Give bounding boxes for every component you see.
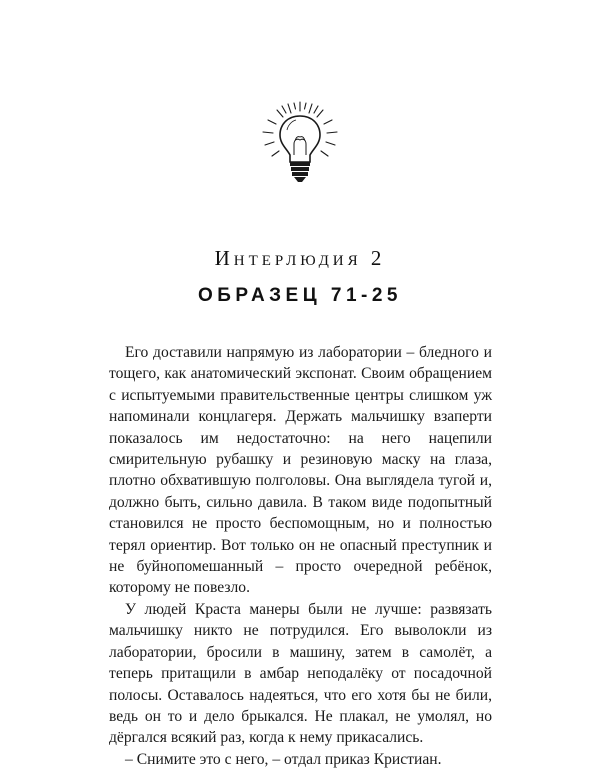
chapter-title: ОБРАЗЕЦ 71-25 <box>198 285 402 306</box>
paragraph: – Снимите это с него, – отдал приказ Кристиан. <box>125 750 442 768</box>
chapter-label: Интерлюдия 2 <box>214 246 386 270</box>
paragraph: Его доставили напрямую из лаборатории – бледного и тощего, как анатомический экспонат. Своим обращением с испытуемыми правительственные центры слишком уж напоминали концлагеря. Держать мальчишку взаперти показалось им недостаточно: на него нацепили смирительную рубашку и резиновую маску на глаза, плотно обхватившую полголовы. Она выглядела тугой и, должно быть, сильно давила. В таком виде подопытный становился не просто беспомощным, но и полностью терял ориентир. Вот только он не опасный преступник и не буйнопомешанный – просто очередной ребёнок, которому не повезло. <box>109 344 492 597</box>
lightbulb-icon <box>259 100 341 184</box>
paragraph: У людей Краста манеры были не лучше: развязать мальчишку никто не потрудился. Его выволокли из лаборатории, бросили в машину, затем в самолёт, а теперь притащили в амбар неподалёку от посадочной полосы. Оставалось надеяться, что его хотя бы не били, ведь он то и дело брыкался. Не плакал, не умолял, но дёргался всякий раз, когда к нему прикасались. <box>109 600 492 747</box>
body-text <box>109 342 492 770</box>
